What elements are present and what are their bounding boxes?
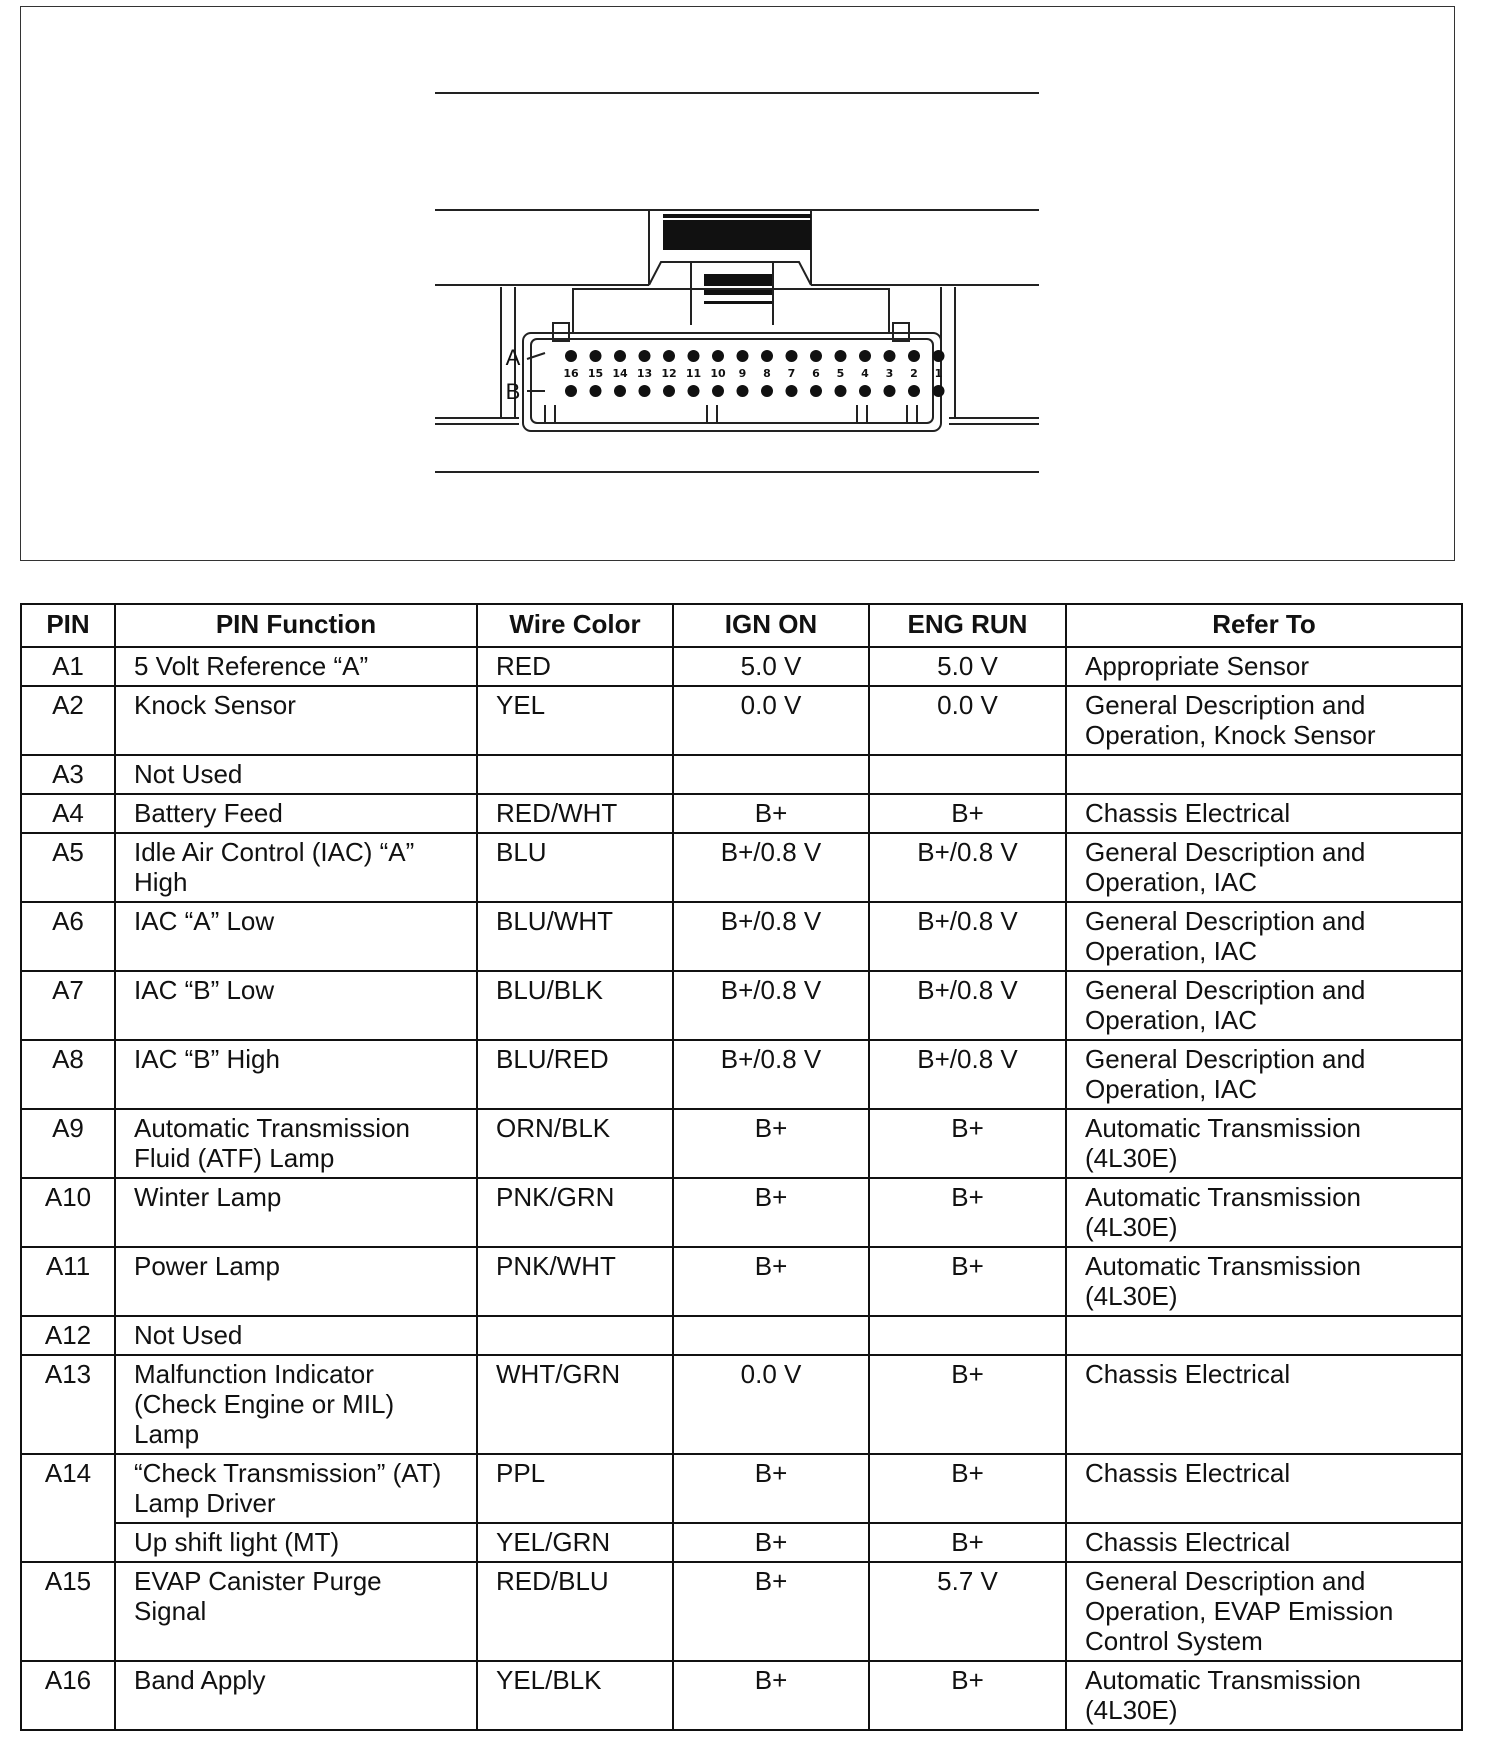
pin-terminal-a <box>565 350 577 362</box>
pin-cell: A4 <box>21 794 115 833</box>
table-row <box>21 755 1462 794</box>
pin-terminal-b <box>933 385 945 397</box>
pin-number-label: 6 <box>812 367 820 380</box>
header-ign-on: IGN ON <box>673 604 869 647</box>
pin-terminal-b <box>810 385 822 397</box>
ign-on-cell: B+ <box>673 1562 869 1661</box>
refer-to-cell: General Description and Operation, IAC <box>1066 1040 1462 1109</box>
ign-on-cell <box>673 755 869 794</box>
function-cell: Idle Air Control (IAC) “A” High <box>115 833 477 902</box>
wire-color-cell: BLU/WHT <box>477 902 673 971</box>
eng-run-cell: B+/0.8 V <box>869 971 1066 1040</box>
pin-cell: A8 <box>21 1040 115 1109</box>
eng-run-cell: B+ <box>869 794 1066 833</box>
pin-terminal-b <box>737 385 749 397</box>
pin-terminal-a <box>933 350 945 362</box>
ign-on-cell: B+ <box>673 1523 869 1562</box>
ign-on-cell: B+ <box>673 1247 869 1316</box>
pin-cell: A10 <box>21 1178 115 1247</box>
pin-number-label: 15 <box>587 367 604 380</box>
pin-number-label: 3 <box>885 367 894 380</box>
pin-terminal-b <box>761 385 773 397</box>
wire-color-cell: BLU/BLK <box>477 971 673 1040</box>
pin-terminal-b <box>835 385 847 397</box>
pin-cell: A15 <box>21 1562 115 1661</box>
pin-cell: A13 <box>21 1355 115 1454</box>
pin-terminal-b <box>663 385 675 397</box>
ign-on-cell: 0.0 V <box>673 1355 869 1454</box>
pin-terminal-b <box>688 385 700 397</box>
ign-on-cell: B+/0.8 V <box>673 1040 869 1109</box>
function-cell: IAC “A” Low <box>115 902 477 971</box>
eng-run-cell: B+/0.8 V <box>869 833 1066 902</box>
pin-number-label: 9 <box>738 367 747 380</box>
pin-cell: A2 <box>21 686 115 755</box>
pin-terminal-b <box>859 385 871 397</box>
pin-cell: A16 <box>21 1661 115 1730</box>
refer-to-cell: General Description and Operation, Knock Sensor <box>1066 686 1462 755</box>
lock-latch-band <box>704 274 772 286</box>
connector-face <box>523 333 941 431</box>
table-row <box>21 1316 1462 1355</box>
pin-terminal-a <box>761 350 773 362</box>
table-row <box>21 1178 1462 1247</box>
pin-cell: A11 <box>21 1247 115 1316</box>
pin-number-label: 14 <box>612 367 628 380</box>
wire-color-cell <box>477 1316 673 1355</box>
refer-to-cell: General Description and Operation, IAC <box>1066 833 1462 902</box>
wire-color-cell: PPL <box>477 1454 673 1523</box>
pin-number-label: 5 <box>836 367 845 380</box>
row-a-leader <box>527 353 545 359</box>
eng-run-cell: 5.7 V <box>869 1562 1066 1661</box>
pin-terminal-b <box>565 385 577 397</box>
wire-color-cell: PNK/GRN <box>477 1178 673 1247</box>
wire-color-cell: BLU/RED <box>477 1040 673 1109</box>
pin-cell: A3 <box>21 755 115 794</box>
wire-color-cell: PNK/WHT <box>477 1247 673 1316</box>
ign-on-cell: B+ <box>673 1454 869 1523</box>
eng-run-cell: B+ <box>869 1247 1066 1316</box>
lock-latch-band-3 <box>704 301 772 304</box>
function-cell: Automatic Transmission Fluid (ATF) Lamp <box>115 1109 477 1178</box>
eng-run-cell: B+ <box>869 1523 1066 1562</box>
row-b-label: B <box>505 379 521 404</box>
function-cell: Not Used <box>115 755 477 794</box>
ign-on-cell: B+/0.8 V <box>673 971 869 1040</box>
pin-terminal-a <box>737 350 749 362</box>
pin-terminal-b <box>614 385 626 397</box>
pin-terminal-a <box>786 350 798 362</box>
ign-on-cell: B+ <box>673 1661 869 1730</box>
wire-color-cell: YEL/BLK <box>477 1661 673 1730</box>
eng-run-cell: 5.0 V <box>869 647 1066 686</box>
wire-color-cell: YEL <box>477 686 673 755</box>
header-pin-function: PIN Function <box>115 604 477 647</box>
pin-terminal-b <box>590 385 602 397</box>
table-row <box>21 902 1462 971</box>
pin-terminal-a <box>590 350 602 362</box>
table-row <box>21 971 1462 1040</box>
header-pin: PIN <box>21 604 115 647</box>
pin-terminal-b <box>884 385 896 397</box>
pin-number-label: 2 <box>910 367 918 380</box>
eng-run-cell <box>869 755 1066 794</box>
wire-color-cell: BLU <box>477 833 673 902</box>
eng-run-cell: B+ <box>869 1178 1066 1247</box>
pin-number-label: 1 <box>934 367 943 380</box>
pin-number-label: 10 <box>710 367 726 380</box>
wire-color-cell: YEL/GRN <box>477 1523 673 1562</box>
pin-number-label: 12 <box>661 367 677 380</box>
pin-terminal-b <box>712 385 724 397</box>
header-wire-color: Wire Color <box>477 604 673 647</box>
eng-run-cell: 0.0 V <box>869 686 1066 755</box>
pin-terminal-a <box>663 350 675 362</box>
refer-to-cell: General Description and Operation, IAC <box>1066 902 1462 971</box>
pin-terminal-a <box>639 350 651 362</box>
eng-run-cell: B+ <box>869 1355 1066 1454</box>
pin-number-label: 8 <box>763 367 771 380</box>
refer-to-cell: General Description and Operation, IAC <box>1066 971 1462 1040</box>
wire-color-cell: RED/WHT <box>477 794 673 833</box>
ign-on-cell: B+ <box>673 1109 869 1178</box>
function-cell: Not Used <box>115 1316 477 1355</box>
pin-number-label: 16 <box>563 367 579 380</box>
function-cell: 5 Volt Reference “A” <box>115 647 477 686</box>
wire-color-cell <box>477 755 673 794</box>
function-cell: EVAP Canister Purge Signal <box>115 1562 477 1661</box>
wire-color-cell: RED <box>477 647 673 686</box>
pin-cell: A7 <box>21 971 115 1040</box>
ign-on-cell: 5.0 V <box>673 647 869 686</box>
function-cell: Knock Sensor <box>115 686 477 755</box>
function-cell: Battery Feed <box>115 794 477 833</box>
refer-to-cell: Appropriate Sensor <box>1066 647 1462 686</box>
eng-run-cell: B+ <box>869 1109 1066 1178</box>
refer-to-cell <box>1066 755 1462 794</box>
table-row <box>21 1523 1462 1562</box>
pin-terminal-a <box>688 350 700 362</box>
pin-number-label: 13 <box>636 367 653 380</box>
pin-number-label: 7 <box>787 367 796 380</box>
ign-on-cell: B+/0.8 V <box>673 833 869 902</box>
function-cell: Band Apply <box>115 1661 477 1730</box>
pin-cell: A9 <box>21 1109 115 1178</box>
wire-color-cell: RED/BLU <box>477 1562 673 1661</box>
table-row <box>21 1661 1462 1730</box>
pin-terminal-a <box>859 350 871 362</box>
refer-to-cell <box>1066 1316 1462 1355</box>
pin-terminal-b <box>908 385 920 397</box>
function-cell: Winter Lamp <box>115 1178 477 1247</box>
eng-run-cell: B+ <box>869 1454 1066 1523</box>
header-refer-to: Refer To <box>1066 604 1462 647</box>
refer-to-cell: Chassis Electrical <box>1066 794 1462 833</box>
table-row <box>21 1040 1462 1109</box>
pin-number-label: 11 <box>685 367 702 380</box>
table-row <box>21 1355 1462 1454</box>
shroud-top <box>573 289 889 333</box>
table-row <box>21 1109 1462 1178</box>
pin-number-labels <box>563 367 942 380</box>
refer-to-cell: Automatic Transmission (4L30E) <box>1066 1247 1462 1316</box>
wire-color-cell: ORN/BLK <box>477 1109 673 1178</box>
table-row <box>21 833 1462 902</box>
refer-to-cell: Chassis Electrical <box>1066 1454 1462 1523</box>
pin-cell: A1 <box>21 647 115 686</box>
table-row <box>21 1247 1462 1316</box>
function-cell: Power Lamp <box>115 1247 477 1316</box>
eng-run-cell: B+/0.8 V <box>869 1040 1066 1109</box>
pin-cell: A6 <box>21 902 115 971</box>
pin-terminal-a <box>614 350 626 362</box>
pin-terminal-b <box>639 385 651 397</box>
pin-function-table <box>20 603 1463 1731</box>
table-row <box>21 1562 1462 1661</box>
eng-run-cell: B+ <box>869 1661 1066 1730</box>
lock-tab-band-edge <box>663 214 811 218</box>
function-cell: “Check Transmission” (AT) Lamp Driver <box>115 1454 477 1523</box>
connector-diagram-frame <box>20 6 1455 561</box>
function-cell: Up shift light (MT) <box>115 1523 477 1562</box>
refer-to-cell: Automatic Transmission (4L30E) <box>1066 1661 1462 1730</box>
wire-color-cell: WHT/GRN <box>477 1355 673 1454</box>
eng-run-cell: B+/0.8 V <box>869 902 1066 971</box>
pin-terminal-a <box>884 350 896 362</box>
pin-terminal-b <box>786 385 798 397</box>
pin-terminal-a <box>908 350 920 362</box>
connector-face-inner <box>531 339 933 423</box>
table-header-row <box>21 604 1462 647</box>
table-row <box>21 647 1462 686</box>
refer-to-cell: Automatic Transmission (4L30E) <box>1066 1109 1462 1178</box>
ign-on-cell: B+ <box>673 794 869 833</box>
pin-cell: A14 <box>21 1454 115 1562</box>
refer-to-cell: Chassis Electrical <box>1066 1355 1462 1454</box>
refer-to-cell: General Description and Operation, EVAP Emission Control System <box>1066 1562 1462 1661</box>
pin-terminal-a <box>810 350 822 362</box>
eng-run-cell <box>869 1316 1066 1355</box>
header-eng-run: ENG RUN <box>869 604 1066 647</box>
function-cell: Malfunction Indicator (Check Engine or MIL) Lamp <box>115 1355 477 1454</box>
ign-on-cell: B+ <box>673 1178 869 1247</box>
table-row <box>21 686 1462 755</box>
refer-to-cell: Chassis Electrical <box>1066 1523 1462 1562</box>
refer-to-cell: Automatic Transmission (4L30E) <box>1066 1178 1462 1247</box>
lock-tab-band <box>663 220 811 250</box>
pin-terminal-a <box>835 350 847 362</box>
ign-on-cell: B+/0.8 V <box>673 902 869 971</box>
connector-diagram <box>21 7 1456 562</box>
ign-on-cell: 0.0 V <box>673 686 869 755</box>
pin-number-label: 4 <box>861 367 869 380</box>
table-row <box>21 794 1462 833</box>
pin-cell: A5 <box>21 833 115 902</box>
function-cell: IAC “B” High <box>115 1040 477 1109</box>
row-a-label: A <box>505 345 521 370</box>
function-cell: IAC “B” Low <box>115 971 477 1040</box>
pin-cell: A12 <box>21 1316 115 1355</box>
ign-on-cell <box>673 1316 869 1355</box>
pin-terminal-a <box>712 350 724 362</box>
lock-latch-band-2 <box>704 290 772 295</box>
table-row <box>21 1454 1462 1523</box>
